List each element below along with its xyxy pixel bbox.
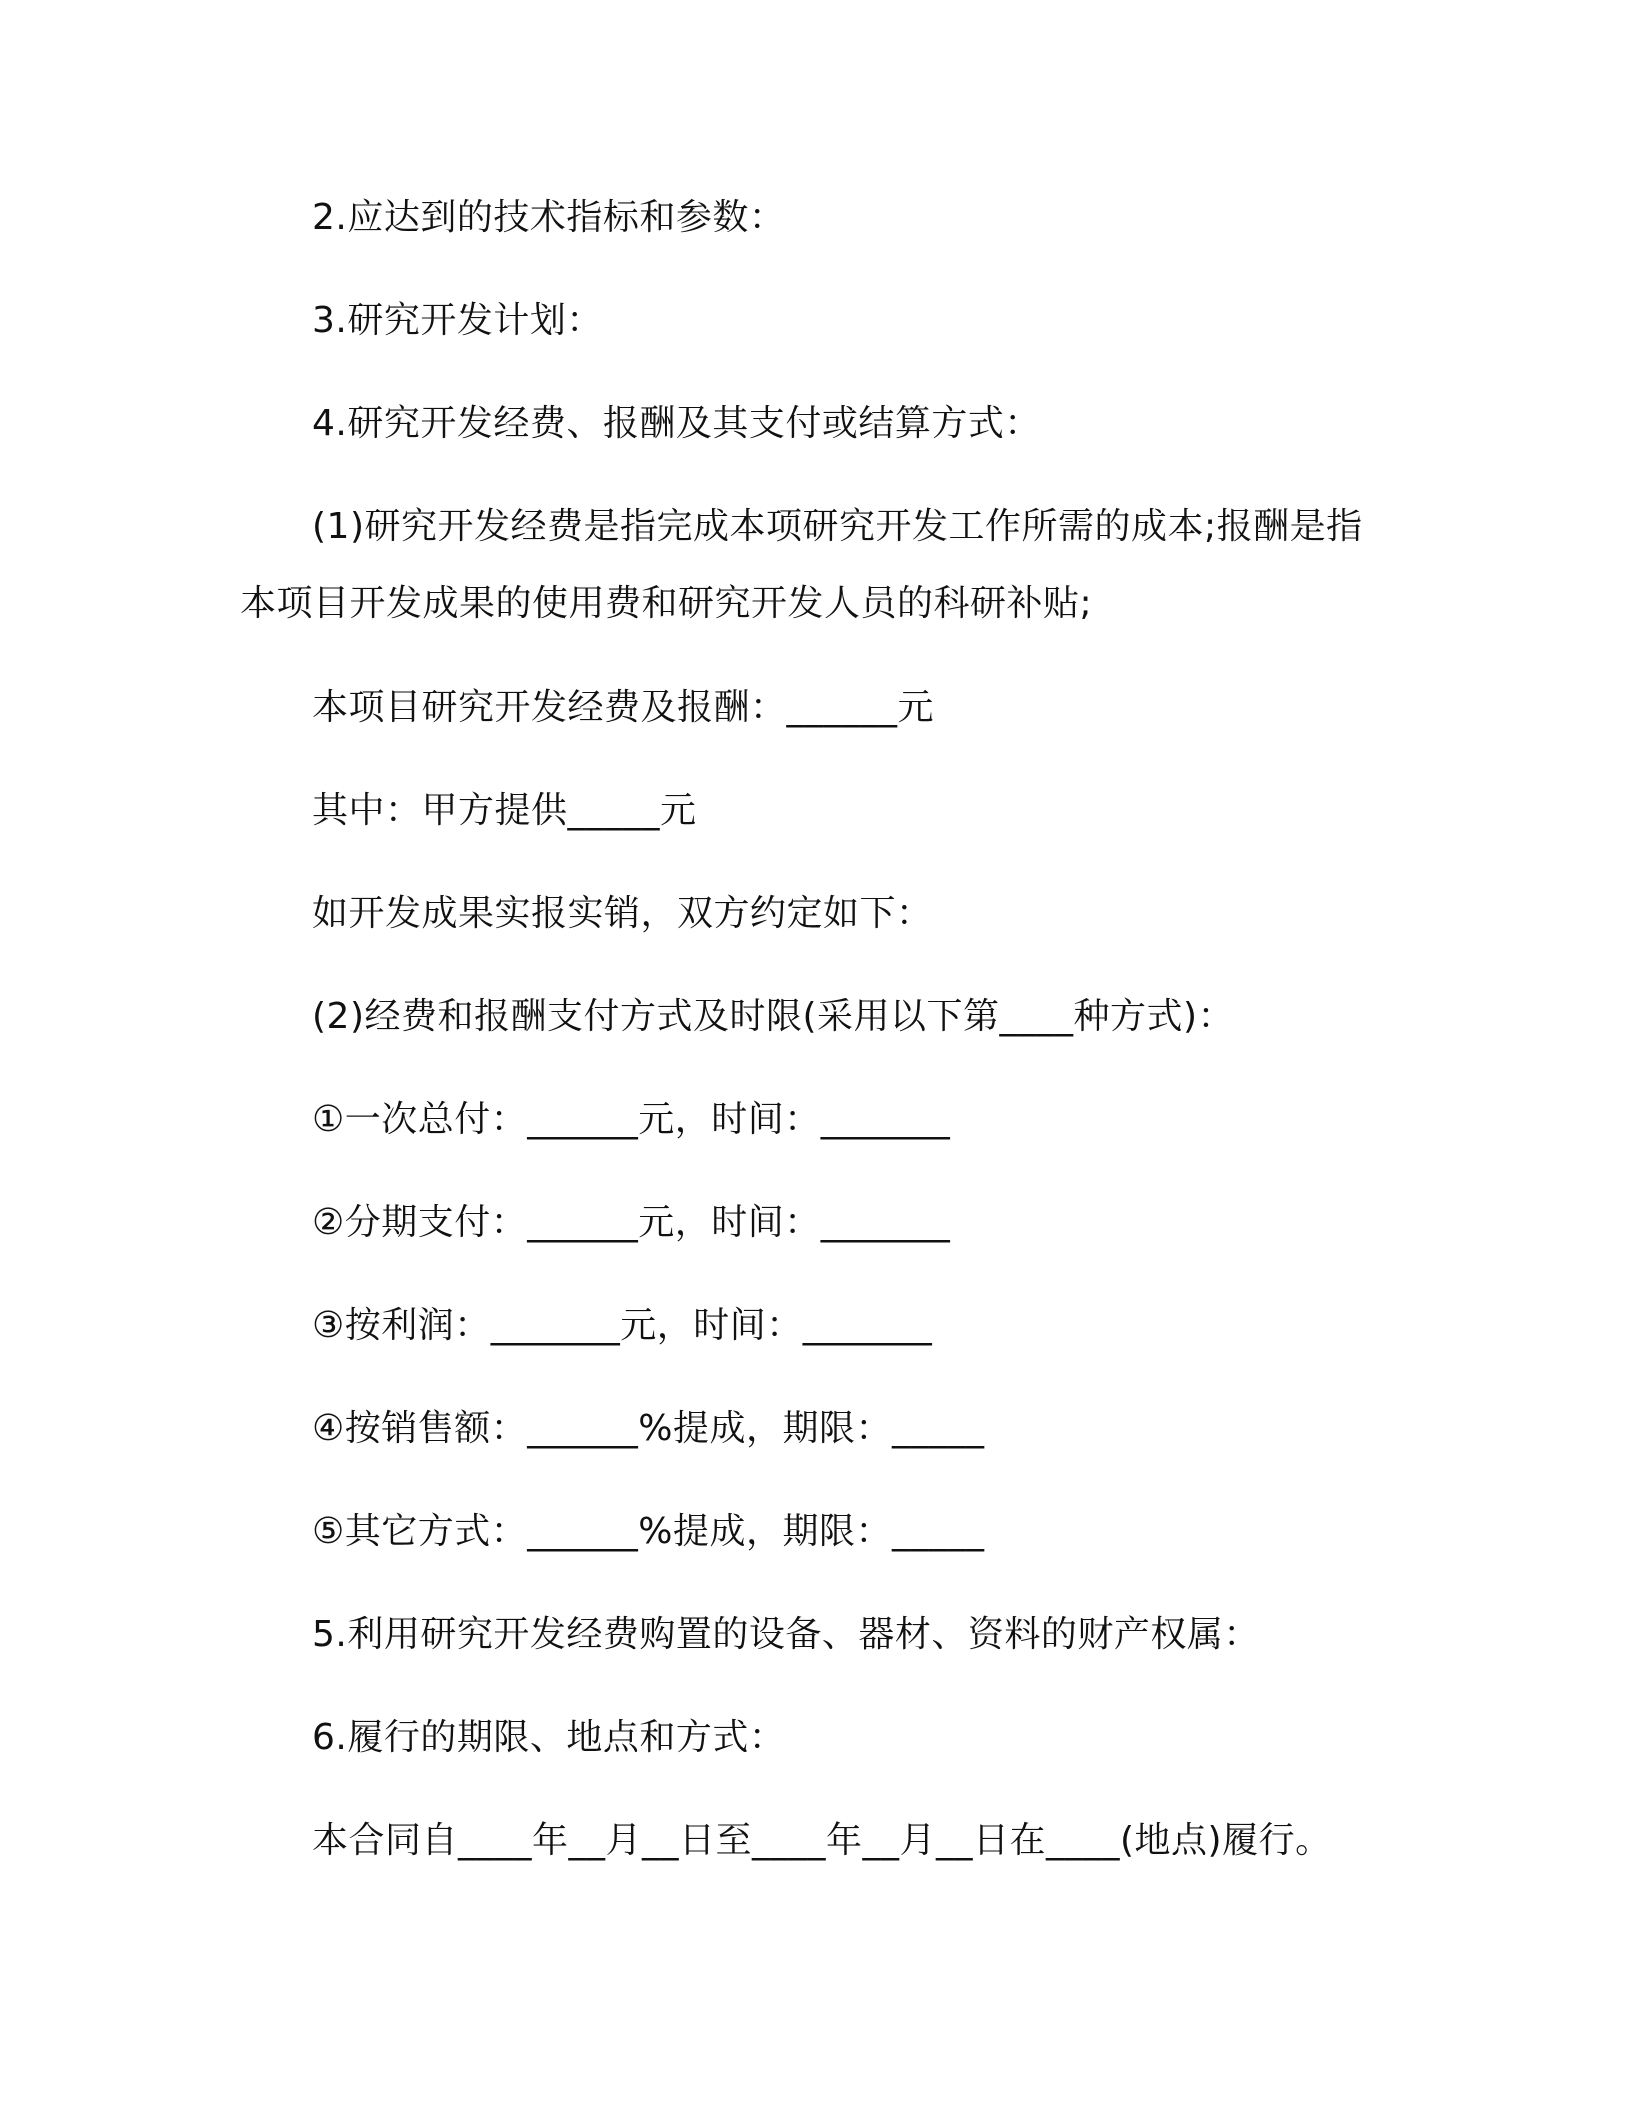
option-4-by-sales: ④按销售额：______%提成，期限：_____ [312, 1408, 985, 1449]
party-a-provision-line: 其中：甲方提供_____元 [312, 790, 697, 831]
item-4-funding-payment: 4.研究开发经费、报酬及其支付或结算方式： [312, 403, 1041, 444]
clause-1-definition-line-2: 本项目开发成果的使用费和研究开发人员的科研补贴; [240, 583, 1093, 624]
clause-1-definition-line-1: (1)研究开发经费是指完成本项研究开发工作所需的成本;报酬是指 [312, 506, 1363, 547]
option-5-other: ⑤其它方式：______%提成，期限：_____ [312, 1511, 985, 1552]
performance-period-line: 本合同自____年__月__日至____年__月__日在____(地点)履行。 [312, 1820, 1332, 1861]
item-2-technical-indicators: 2.应达到的技术指标和参数： [312, 197, 786, 238]
option-3-by-profit: ③按利润：_______元，时间：_______ [312, 1305, 933, 1346]
item-6-performance-terms: 6.履行的期限、地点和方式： [312, 1717, 786, 1758]
actual-reimbursement-line: 如开发成果实报实销，双方约定如下： [312, 893, 933, 934]
item-3-development-plan: 3.研究开发计划： [312, 300, 603, 341]
option-1-lump-sum: ①一次总付：______元，时间：_______ [312, 1099, 951, 1140]
item-5-property-rights: 5.利用研究开发经费购置的设备、器材、资料的财产权属： [312, 1614, 1260, 1655]
option-2-installments: ②分期支付：______元，时间：_______ [312, 1202, 951, 1243]
total-funding-line: 本项目研究开发经费及报酬：______元 [312, 687, 935, 728]
clause-2-payment-method: (2)经费和报酬支付方式及时限(采用以下第____种方式)： [312, 996, 1235, 1037]
